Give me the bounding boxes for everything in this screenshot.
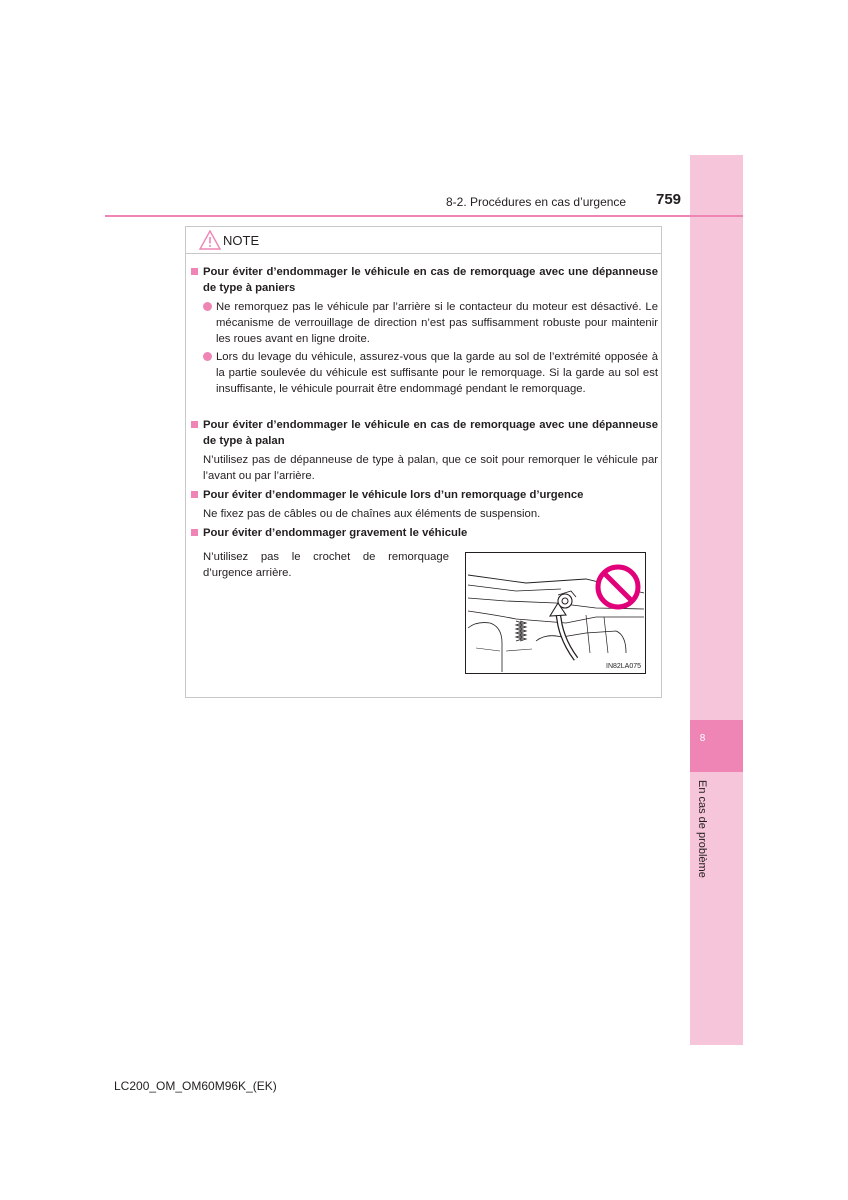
heading-text: Pour éviter d’endommager gravement le véhicule	[203, 527, 468, 539]
bullet-text: Lors du levage du véhicule, assurez-vous que la garde au sol de l’extrémité opposée à la partie soulevée du véhicule est suffisante pour le remorquage. Si la garde au sol est insuffisante, le véhicule pourrait être endommagé pendant le remorquage.	[216, 351, 658, 395]
figure-code: IN82LA075	[606, 663, 642, 670]
tow-hook-illustration	[465, 552, 646, 674]
square-bullet-icon	[191, 268, 198, 275]
section-title: 8-2. Procédures en cas d’urgence	[446, 195, 627, 209]
circle-bullet-icon	[203, 302, 212, 311]
chapter-title: En cas de problème	[696, 780, 708, 878]
chapter-tab	[690, 720, 743, 772]
heading-text: Pour éviter d’endommager le véhicule lors d’un remorquage d’urgence	[203, 489, 584, 501]
section-heading-basket-tow	[191, 264, 658, 296]
section-text: N’utilisez pas le crochet de remorquage d’urgence arrière.	[203, 551, 449, 579]
chapter-number: 8	[699, 733, 706, 744]
circle-bullet-icon	[203, 352, 212, 361]
section-heading-emergency-tow	[191, 487, 658, 503]
section-heading-serious-damage	[191, 525, 658, 541]
section-heading-hoist-tow	[191, 417, 658, 449]
section-text: N’utilisez pas de dépanneuse de type à palan, que ce soit pour remorquer le véhicule par l’avant ou par l’arrière.	[203, 454, 658, 482]
side-tab-strip	[690, 155, 743, 1045]
document-code: LC200_OM_OM60M96K_(EK)	[114, 1079, 277, 1093]
page-number: 759	[656, 191, 682, 208]
square-bullet-icon	[191, 491, 198, 498]
vehicle-underside-drawing	[466, 553, 645, 673]
header-rule	[105, 215, 743, 217]
warning-icon	[199, 230, 221, 250]
bullet-item	[203, 349, 658, 397]
heading-text: Pour éviter d’endommager le véhicule en cas de remorquage avec une dépanneuse de type à paniers	[203, 266, 658, 294]
bullet-text: Ne remorquez pas le véhicule par l’arrière si le contacteur du moteur est désactivé. Le mécanisme de verrouillage de direction n’est pas suffisamment robuste pour maintenir les roues avant en ligne droite.	[216, 301, 658, 345]
section-text: Ne fixez pas de câbles ou de chaînes aux éléments de suspension.	[203, 508, 541, 520]
bullet-item	[203, 299, 658, 347]
note-label: NOTE	[223, 233, 260, 248]
note-box	[185, 226, 662, 698]
square-bullet-icon	[191, 529, 198, 536]
square-bullet-icon	[191, 421, 198, 428]
note-header	[186, 227, 661, 254]
heading-text: Pour éviter d’endommager le véhicule en cas de remorquage avec une dépanneuse de type à palan	[203, 419, 658, 447]
